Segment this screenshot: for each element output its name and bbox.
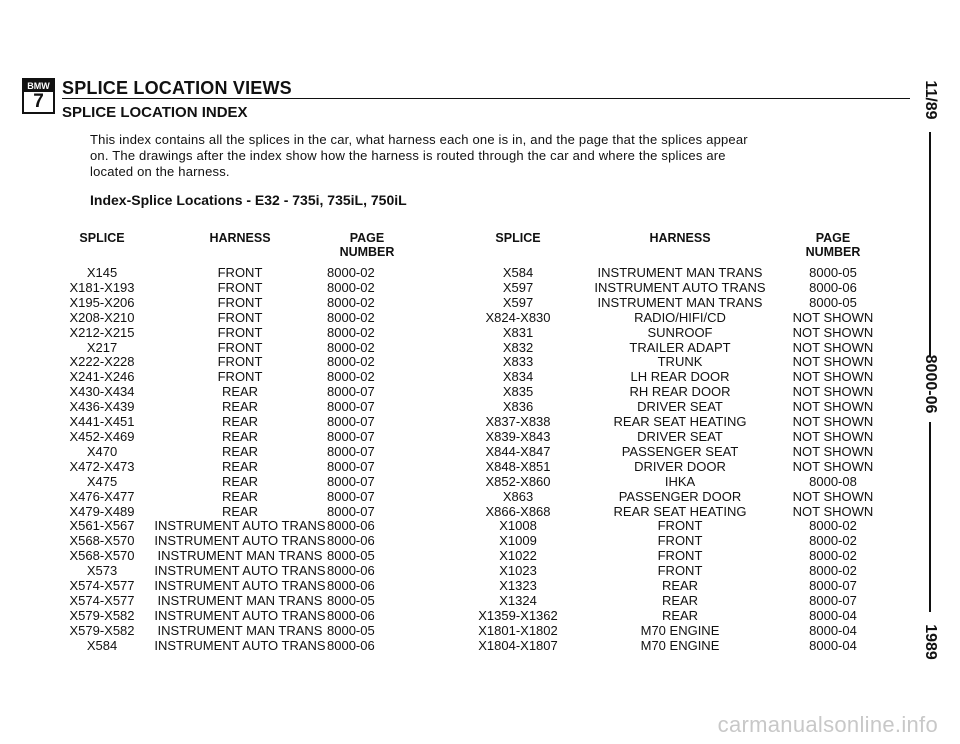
table-cell: 8000-02 (809, 533, 857, 549)
table-cell: 8000-07 (809, 578, 857, 594)
table-cell: X852-X860 (485, 473, 551, 489)
table-cell: 8000-02 (327, 309, 375, 325)
table-cell: NOT SHOWN (792, 399, 874, 415)
table-cell: X241-X246 (69, 369, 135, 385)
table-cell: X574-X577 (69, 578, 135, 594)
table-cell: X579-X582 (69, 622, 135, 638)
table-cell: REAR (221, 399, 259, 415)
table-cell: X1022 (499, 548, 537, 564)
table-cell: NOT SHOWN (792, 354, 874, 370)
table-cell: NOT SHOWN (792, 324, 874, 340)
table-cell: REAR (221, 473, 259, 489)
table-cell: 8000-02 (327, 294, 375, 310)
table-cell: 8000-05 (327, 548, 375, 564)
table-cell: NOT SHOWN (792, 428, 874, 444)
table-cell: 8000-05 (327, 592, 375, 608)
side-page-label: 8000-06 (922, 354, 939, 414)
table-cell: INSTRUMENT AUTO TRANS (154, 518, 326, 534)
table-cell: X844-X847 (485, 443, 551, 459)
right-harness-column (580, 231, 780, 654)
table-cell: X475 (86, 473, 118, 489)
table-cell: TRAILER ADAPT (629, 339, 731, 355)
left-harness-list (150, 266, 330, 654)
table-cell: X839-X843 (485, 428, 551, 444)
intro-paragraph: This index contains all the splices in the car, what harness each one is in, and the page that the splices appear on. The drawings after the index show how the harness is routed through the car and where the splices are located on the harness. (90, 132, 748, 179)
bmw-logo (22, 78, 55, 114)
table-cell: REAR (221, 414, 259, 430)
table-cell: X597 (502, 279, 534, 295)
table-cell: X866-X868 (485, 503, 551, 519)
table-cell: X568-X570 (69, 533, 135, 549)
table-cell: X836 (502, 399, 534, 415)
table-cell: 8000-05 (327, 622, 375, 638)
table-cell: RH REAR DOOR (629, 384, 731, 400)
table-cell: 8000-02 (327, 354, 375, 370)
table-cell: 8000-08 (809, 473, 857, 489)
table-cell: FRONT (217, 369, 263, 385)
table-cell: SUNROOF (647, 324, 713, 340)
table-cell: FRONT (217, 309, 263, 325)
right-page-header: PAGE NUMBER (805, 231, 861, 259)
table-cell: NOT SHOWN (792, 369, 874, 385)
table-cell: REAR (221, 503, 259, 519)
table-cell: X436-X439 (69, 399, 135, 415)
table-cell: NOT SHOWN (792, 309, 874, 325)
table-cell: 8000-07 (809, 592, 857, 608)
table-cell: INSTRUMENT AUTO TRANS (154, 637, 326, 653)
table-cell: M70 ENGINE (640, 622, 720, 638)
table-cell: 8000-02 (327, 265, 375, 280)
table-cell: X1801-X1802 (478, 622, 558, 638)
table-cell: X837-X838 (485, 414, 551, 430)
table-cell: X561-X567 (69, 518, 135, 534)
title-divider (62, 98, 910, 99)
table-cell: X208-X210 (69, 309, 135, 325)
right-page-list (783, 266, 883, 654)
table-cell: NOT SHOWN (792, 458, 874, 474)
table-cell: X597 (502, 294, 534, 310)
table-cell: FRONT (217, 354, 263, 370)
table-cell: INSTRUMENT AUTO TRANS (154, 563, 326, 579)
table-cell: INSTRUMENT AUTO TRANS (594, 279, 766, 295)
table-cell: REAR (661, 578, 699, 594)
table-cell: 8000-06 (327, 637, 375, 653)
table-cell: X832 (502, 339, 534, 355)
table-cell: DRIVER SEAT (637, 399, 723, 415)
table-cell: X835 (502, 384, 534, 400)
table-cell: TRUNK (657, 354, 703, 370)
table-cell: NOT SHOWN (792, 443, 874, 459)
table-cell: FRONT (657, 563, 703, 579)
table-cell: REAR (661, 592, 699, 608)
table-cell: X1359-X1362 (478, 607, 558, 623)
table-cell: 8000-07 (327, 473, 375, 489)
table-cell: X824-X830 (485, 309, 551, 325)
table-cell: 8000-07 (327, 503, 375, 519)
table-cell: X579-X582 (69, 607, 135, 623)
table-cell: X1008 (499, 518, 537, 534)
table-cell: X195-X206 (69, 294, 135, 310)
table-cell: REAR (221, 458, 259, 474)
right-page-column (783, 231, 883, 654)
page-title: SPLICE LOCATION VIEWS (62, 78, 292, 98)
left-page-column (327, 231, 407, 654)
table-cell: REAR SEAT HEATING (613, 414, 747, 430)
table-cell: X1804-X1807 (478, 637, 558, 653)
table-cell: INSTRUMENT MAN TRANS (157, 592, 323, 608)
table-cell: INSTRUMENT AUTO TRANS (154, 533, 326, 549)
side-year-label: 1989 (922, 624, 939, 660)
table-cell: LH REAR DOOR (630, 369, 730, 385)
watermark-text: carmanualsonline.info (717, 712, 938, 737)
table-cell: X573 (86, 563, 118, 579)
table-cell: FRONT (657, 533, 703, 549)
table-cell: IHKA (664, 473, 696, 489)
table-cell: X430-X434 (69, 384, 135, 400)
table-cell: 8000-02 (327, 324, 375, 340)
table-cell: M70 ENGINE (640, 637, 720, 653)
table-cell: REAR (661, 607, 699, 623)
table-cell: INSTRUMENT MAN TRANS (597, 294, 763, 310)
table-cell: FRONT (217, 265, 263, 280)
table-cell: 8000-02 (327, 339, 375, 355)
table-cell: INSTRUMENT MAN TRANS (157, 548, 323, 564)
table-cell: INSTRUMENT AUTO TRANS (154, 607, 326, 623)
table-cell: 8000-06 (327, 518, 375, 534)
table-cell: DRIVER SEAT (637, 428, 723, 444)
left-harness-column (150, 231, 330, 654)
table-cell: 8000-02 (809, 563, 857, 579)
table-cell: PASSENGER SEAT (621, 443, 739, 459)
left-splice-column (52, 231, 152, 654)
table-cell: 8000-07 (327, 458, 375, 474)
table-cell: FRONT (217, 279, 263, 295)
table-cell: X863 (502, 488, 534, 504)
page-subtitle: SPLICE LOCATION INDEX (62, 104, 248, 121)
table-cell: X452-X469 (69, 428, 135, 444)
table-cell: X584 (502, 265, 534, 280)
table-cell: 8000-05 (809, 294, 857, 310)
table-cell: NOT SHOWN (792, 414, 874, 430)
table-cell: 8000-07 (327, 488, 375, 504)
table-cell: X833 (502, 354, 534, 370)
table-cell: 8000-06 (327, 563, 375, 579)
table-cell: NOT SHOWN (792, 339, 874, 355)
table-cell: 8000-07 (327, 399, 375, 415)
side-margin (920, 80, 940, 680)
table-cell: NOT SHOWN (792, 488, 874, 504)
index-heading: Index-Splice Locations - E32 - 735i, 735iL, 750iL (90, 192, 407, 208)
table-cell: X212-X215 (69, 324, 135, 340)
table-cell: REAR SEAT HEATING (613, 503, 747, 519)
table-cell: 8000-06 (809, 279, 857, 295)
right-harness-list (580, 266, 780, 654)
table-cell: X479-X489 (69, 503, 135, 519)
table-cell: X222-X228 (69, 354, 135, 370)
logo-series-number: 7 (33, 91, 44, 112)
table-cell: X584 (86, 637, 118, 653)
table-cell: X1009 (499, 533, 537, 549)
table-cell: FRONT (217, 294, 263, 310)
table-cell: RADIO/HIFI/CD (634, 309, 726, 325)
left-splice-header: SPLICE (79, 231, 125, 245)
side-date-label: 11/89 (922, 80, 939, 120)
side-line-top (929, 132, 931, 357)
table-cell: 8000-04 (809, 622, 857, 638)
table-cell: X470 (86, 443, 118, 459)
table-cell: X1323 (499, 578, 537, 594)
right-splice-list (463, 266, 573, 654)
table-cell: DRIVER DOOR (634, 458, 726, 474)
table-cell: 8000-07 (327, 428, 375, 444)
table-cell: 8000-07 (327, 414, 375, 430)
table-cell: X145 (86, 265, 118, 280)
table-cell: X476-X477 (69, 488, 135, 504)
table-cell: X181-X193 (69, 279, 135, 295)
table-cell: X441-X451 (69, 414, 135, 430)
table-cell: 8000-02 (809, 518, 857, 534)
table-cell: INSTRUMENT MAN TRANS (597, 265, 763, 280)
left-page-list (327, 266, 407, 654)
table-cell: 8000-06 (327, 578, 375, 594)
table-cell: 8000-07 (327, 443, 375, 459)
table-cell: FRONT (217, 324, 263, 340)
table-cell: X568-X570 (69, 548, 135, 564)
right-splice-header: SPLICE (495, 231, 541, 245)
table-cell: X1324 (499, 592, 537, 608)
right-harness-header: HARNESS (649, 231, 711, 245)
table-cell: 8000-06 (327, 533, 375, 549)
table-cell: 8000-04 (809, 607, 857, 623)
table-cell: PASSENGER DOOR (618, 488, 742, 504)
table-cell: X848-X851 (485, 458, 551, 474)
table-cell: X217 (86, 339, 118, 355)
table-cell: INSTRUMENT MAN TRANS (157, 622, 323, 638)
table-cell: X574-X577 (69, 592, 135, 608)
table-cell: FRONT (657, 518, 703, 534)
table-cell: NOT SHOWN (792, 384, 874, 400)
table-cell: 8000-07 (327, 384, 375, 400)
right-splice-column (463, 231, 573, 654)
table-cell: X472-X473 (69, 458, 135, 474)
table-cell: FRONT (657, 548, 703, 564)
table-cell: X834 (502, 369, 534, 385)
table-cell: REAR (221, 443, 259, 459)
table-cell: 8000-04 (809, 637, 857, 653)
table-cell: 8000-02 (327, 279, 375, 295)
table-cell: 8000-02 (327, 369, 375, 385)
table-cell: X1023 (499, 563, 537, 579)
left-page-header: PAGE NUMBER (339, 231, 395, 259)
table-cell: NOT SHOWN (792, 503, 874, 519)
table-cell: 8000-05 (809, 265, 857, 280)
logo-brand-text: BMW (24, 80, 53, 92)
table-cell: FRONT (217, 339, 263, 355)
table-cell: 8000-02 (809, 548, 857, 564)
table-cell: REAR (221, 488, 259, 504)
table-cell: INSTRUMENT AUTO TRANS (154, 578, 326, 594)
left-harness-header: HARNESS (209, 231, 271, 245)
table-cell: 8000-06 (327, 607, 375, 623)
left-splice-list (52, 266, 152, 654)
table-cell: REAR (221, 428, 259, 444)
table-cell: X831 (502, 324, 534, 340)
side-line-bottom (929, 422, 931, 612)
table-cell: REAR (221, 384, 259, 400)
